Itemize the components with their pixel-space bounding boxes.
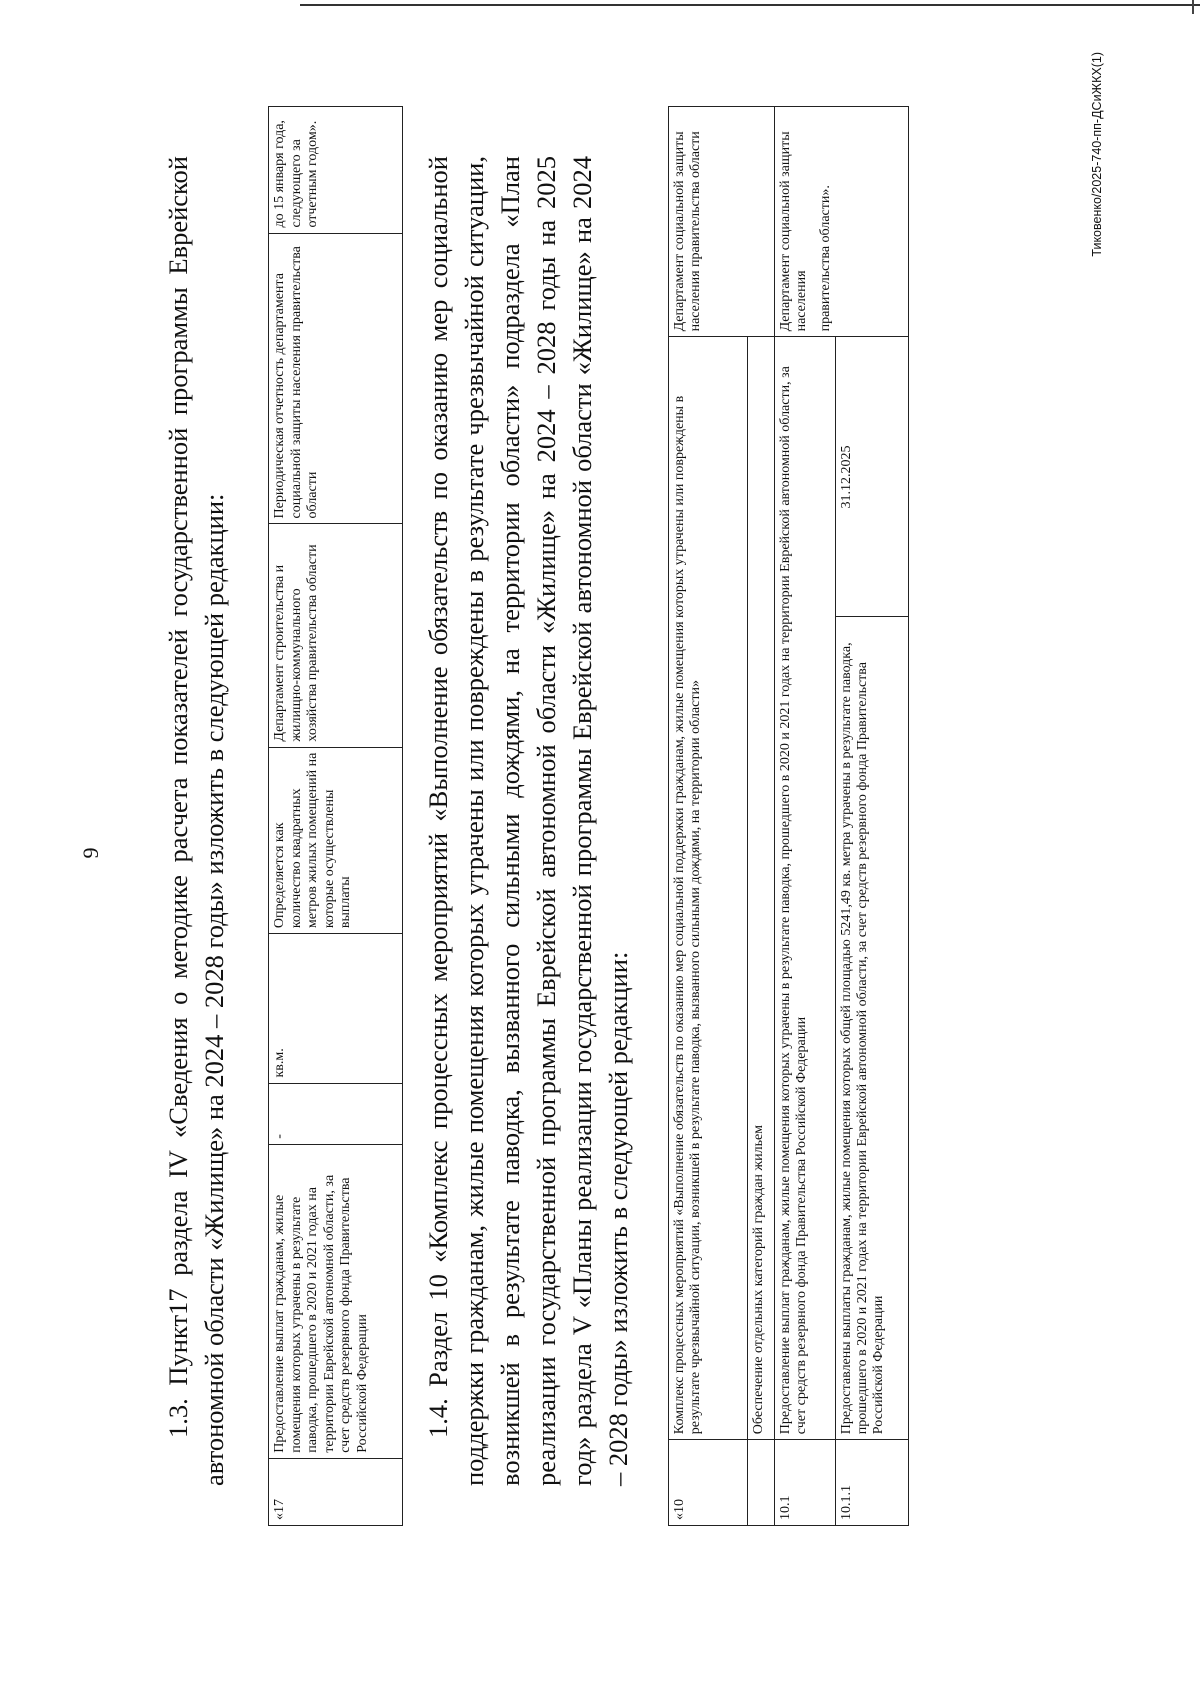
row-text: Предоставлены выплаты гражданам, жилые помещения которых общей площадью 5241,49 кв. метра утрачены в результате паводка, прошедшего в 2020 и 2021 годах на территории Еврейской автономной области, за счет средств резервного фонда Правительства Российской Федерации: [836, 617, 909, 1440]
row-executor: [775, 107, 909, 337]
row-text: Предоставление выплат гражданам, жилые помещения которых утрачены в результате паводка, прошедшего в 2020 и 2021 годах на территории Еврейской автономной области, за счет средств резервного фонда Правительства Российской Федерации: [775, 337, 836, 1440]
table-row: [775, 107, 836, 1526]
table-item-17: [268, 106, 403, 1526]
executor-cell: Департамент строительства и жилищно-коммунального хозяйства правительства области: [269, 524, 403, 747]
paragraph-1-4: [420, 156, 636, 1486]
row-number: 10.1.1: [836, 1440, 909, 1526]
row-number: 10.1: [775, 1440, 836, 1526]
table-section-10: [668, 106, 909, 1526]
row-date: 31.12.2025: [836, 337, 909, 617]
deadline-cell: до 15 января года, следующего за отчетным годом».: [269, 107, 403, 234]
row-executor-line-1: Департамент социальной защиты населения: [778, 131, 809, 332]
row-executor-line-2: правительства области».: [818, 185, 833, 332]
row-number: «10: [669, 1440, 748, 1526]
row-text: Обеспечение отдельных категорий граждан жильем: [748, 337, 775, 1440]
paragraph-1-3-text: 1.3. Пункт17 раздела IV «Сведения о методике расчета показателей государственной программы Еврейской автономной области «Жилище» на 2024 – 2028 годы» изложить в следующей редакции:: [163, 156, 229, 1486]
table-row: [669, 107, 748, 1526]
page-number: 9: [78, 847, 103, 859]
paragraph-1-4-text: 1.4. Раздел 10 «Комплекс процессных мероприятий «Выполнение обязательств по оказанию мер социальной поддержки гражданам, жилые помещения которых утрачены или повреждены в результате чрезвычайной ситуации, возникшей в результате паводка, вызванного сильными дождями, на территории области» подраздела «План реализации государственной программы Еврейской автономной области «Жилище» на 2024 – 2028 годы на 2025 год» раздела V «Планы реализации государственной программы Еврейской автономной области «Жилище» на 2024 – 2028 годы» изложить в следующей редакции:: [423, 156, 633, 1486]
indicator-name: Предоставление выплат гражданам, жилые помещения которых утрачены в результате паводка, прошедшего в 2020 и 2021 годах на территории Еврейской автономной области, за счет средств резервного фонда Правительства Российской Федерации: [269, 1144, 403, 1458]
method-cell: Определяется как количество квадратных метров жилых помещений на которые осуществлены выплаты: [269, 747, 403, 934]
dash-cell: -: [269, 1083, 403, 1144]
row-executor: Департамент социальной защиты населения правительства области: [669, 107, 775, 337]
row-number: [748, 1440, 775, 1526]
unit-cell: кв.м.: [269, 934, 403, 1083]
row-number: «17: [269, 1458, 403, 1525]
row-text: Комплекс процессных мероприятий «Выполнение обязательств по оказанию мер социальной поддержки гражданам, жилые помещения которых утрачены или повреждены в результате чрезвычайной ситуации, возникшей в результате паводка, вызванного сильными дождями, на территории области»: [669, 337, 748, 1440]
source-cell: Периодическая отчетность департамента социальной защиты населения правительства области: [269, 233, 403, 524]
paragraph-1-3: [160, 156, 232, 1486]
document-footer-code: Тиковенко/2025-740-пп-ДСиЖКХ(1): [1090, 52, 1104, 257]
table-row: [269, 107, 403, 1526]
